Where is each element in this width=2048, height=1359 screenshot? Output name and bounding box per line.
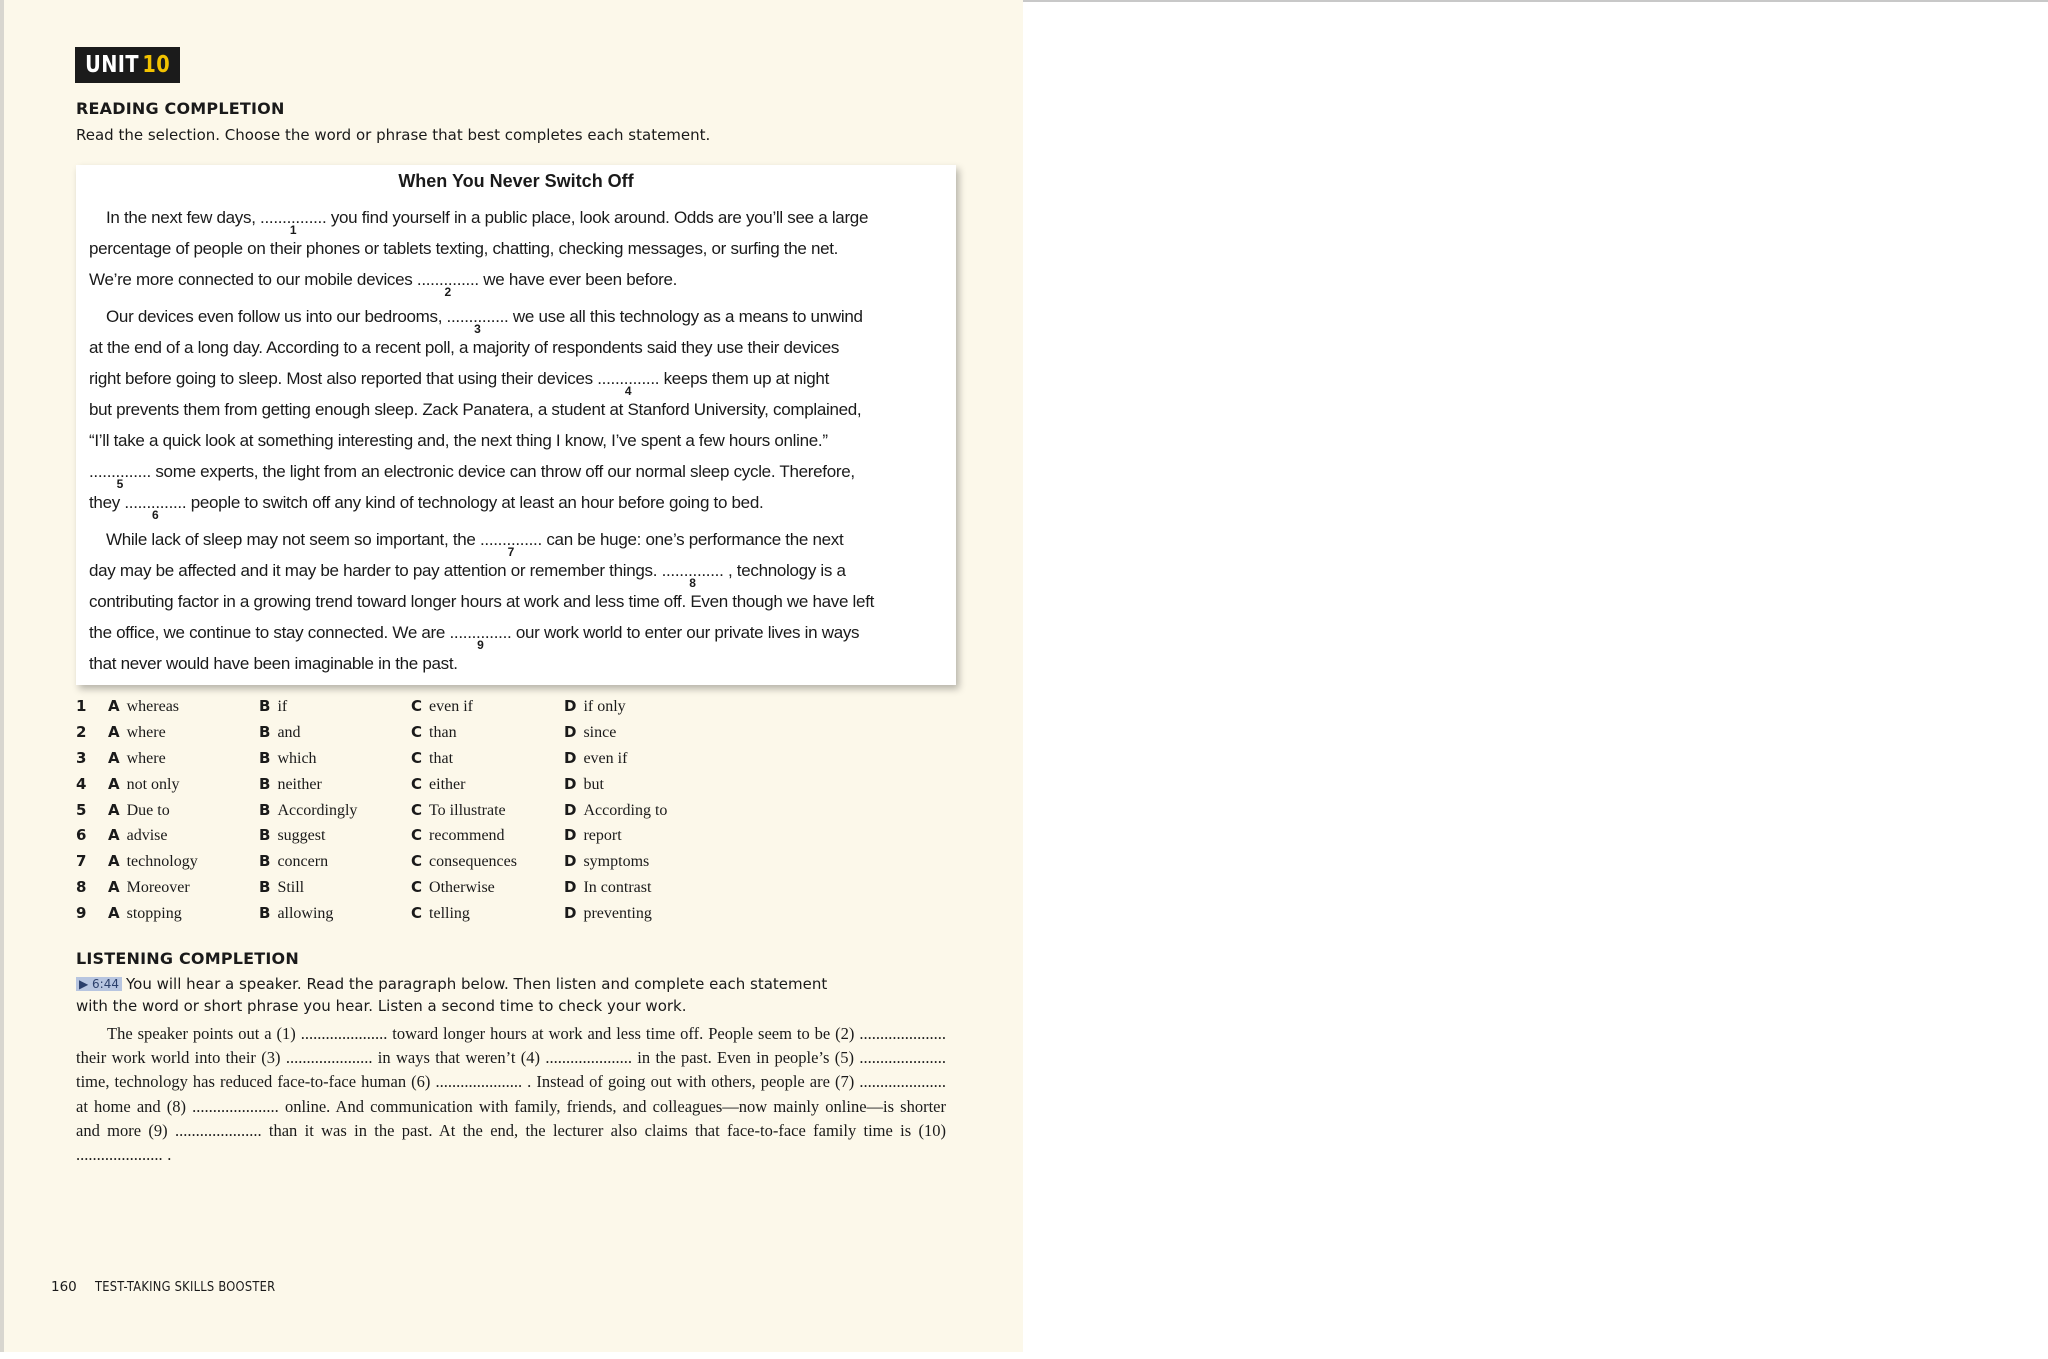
- passage-line: [89, 270, 678, 299]
- option-d[interactable]: [564, 904, 652, 923]
- audio-track-badge[interactable]: ▶ 6:44: [76, 977, 122, 991]
- option-c[interactable]: [411, 697, 473, 716]
- passage-text: In the next few days,: [106, 208, 261, 227]
- option-c[interactable]: [411, 878, 495, 897]
- answer-blank: .............. 2: [416, 270, 479, 299]
- question-number: 2: [76, 722, 87, 741]
- option-b[interactable]: [259, 775, 322, 794]
- option-b[interactable]: [259, 749, 317, 768]
- passage-line: [89, 654, 458, 674]
- listening-instruction-1: [76, 975, 827, 993]
- passage-text: people to switch off any kind of technology at least an hour before going to bed.: [186, 493, 764, 512]
- question-row: [76, 824, 716, 850]
- passage-text: keeps them up at night: [659, 369, 830, 388]
- passage-line: [89, 561, 846, 590]
- passage-line: [89, 431, 828, 451]
- option-text: Accordingly: [277, 801, 358, 819]
- option-letter: B: [259, 904, 271, 923]
- question-number: 1: [76, 697, 87, 715]
- option-letter: D: [564, 852, 577, 871]
- blank-number: 6: [151, 508, 159, 522]
- option-text: report: [583, 827, 622, 845]
- option-text: that: [429, 749, 454, 767]
- option-letter: B: [259, 826, 271, 845]
- book-title: TEST-TAKING SKILLS BOOSTER: [94, 1279, 276, 1295]
- question-number: 7: [76, 852, 87, 871]
- passage-text: they: [89, 493, 125, 512]
- passage-line: [89, 462, 855, 491]
- option-text: telling: [429, 905, 470, 923]
- option-a[interactable]: [108, 801, 170, 820]
- option-a[interactable]: [108, 775, 180, 794]
- passage-text: percentage of people on their phones or tablets texting, chatting, checking messages, or surfing the net.: [89, 239, 839, 258]
- option-letter: C: [411, 748, 423, 767]
- passage-line: [89, 338, 839, 358]
- option-text: consequences: [429, 853, 517, 871]
- option-text: Otherwise: [429, 879, 495, 897]
- passage-line: [89, 400, 861, 420]
- unit-label: UNIT: [85, 52, 139, 78]
- option-c[interactable]: [411, 749, 453, 768]
- passage-text: While lack of sleep may not seem so important, the: [106, 530, 480, 549]
- passage-line: [89, 369, 830, 398]
- passage-text: Our devices even follow us into our bedrooms,: [106, 307, 447, 326]
- option-d[interactable]: [564, 852, 649, 871]
- option-a[interactable]: [108, 749, 166, 768]
- passage-text: you find yourself in a public place, look around. Odds are you’ll see a large: [326, 208, 869, 227]
- option-letter: D: [564, 774, 577, 793]
- option-text: where: [126, 723, 166, 741]
- answer-blank: .............. 9: [449, 623, 512, 652]
- passage-line: [89, 623, 860, 652]
- option-text: since: [583, 723, 617, 741]
- option-letter: A: [108, 800, 120, 819]
- option-text: Moreover: [126, 879, 190, 897]
- unit-number: 10: [142, 52, 171, 78]
- option-a[interactable]: [108, 826, 167, 845]
- option-b[interactable]: [259, 697, 287, 716]
- passage-text: at the end of a long day. According to a recent poll, a majority of respondents said they use their devices: [89, 338, 840, 357]
- option-letter: C: [411, 697, 423, 715]
- option-d[interactable]: [564, 697, 626, 716]
- passage-text: day may be affected and it may be harder to pay attention or remember things.: [89, 561, 662, 580]
- option-b[interactable]: [259, 723, 301, 742]
- option-a[interactable]: [108, 904, 182, 923]
- question-row: [76, 876, 716, 902]
- passage-text: , technology is a: [723, 561, 846, 580]
- listening-paragraph: The speaker points out a (1) ..................... toward longer hours at work and less time off. People seem to be (2) ..................... their work world into their (3) ..................... in ways that weren’t (4) ..................... in the past. Even in people’s (5) ..................... time, technology has reduced face-to-face human (6) ..................... . Instead of going out with others, people are (7) ..................... at home and (8) ..................... online. And communication with family, friends, and colleagues—now mainly online—is shorter and more (9) ..................... than it was in the past. At the end, the lecturer also claims that face-to-face family time is (10) ..................... .: [76, 1024, 946, 1165]
- question-number: 8: [76, 878, 87, 897]
- passage-line: [89, 493, 764, 522]
- passage-text: can be huge: one’s performance the next: [541, 530, 844, 549]
- blank-number: 1: [289, 223, 297, 237]
- option-letter: D: [564, 878, 577, 897]
- option-text: recommend: [429, 827, 505, 845]
- answer-blank: .............. 5: [89, 462, 151, 491]
- question-row: [76, 747, 716, 773]
- blank-number: 4: [624, 384, 632, 398]
- answer-choices: [76, 695, 716, 928]
- answer-blank: ............... 1: [260, 208, 327, 237]
- option-d[interactable]: [564, 826, 622, 845]
- option-text: even if: [583, 749, 628, 767]
- option-c[interactable]: [411, 723, 457, 742]
- question-row: [76, 773, 716, 799]
- option-text: and: [277, 723, 301, 741]
- passage-text: we use all this technology as a means to unwind: [508, 307, 863, 326]
- option-letter: B: [259, 800, 271, 819]
- option-b[interactable]: [259, 852, 328, 871]
- option-text: technology: [126, 853, 198, 871]
- blank-number: 2: [444, 285, 452, 299]
- passage-text: but prevents them from getting enough sleep. Zack Panatera, a student at Stanford University, complained,: [89, 400, 862, 419]
- option-d[interactable]: [564, 878, 651, 897]
- question-number: 3: [76, 748, 87, 767]
- option-letter: A: [108, 826, 120, 845]
- option-letter: A: [108, 748, 120, 767]
- question-row: [76, 902, 716, 928]
- option-text: neither: [277, 775, 322, 793]
- option-letter: A: [108, 697, 120, 715]
- unit-badge: [75, 47, 180, 83]
- passage-text: We’re more connected to our mobile devices: [89, 270, 417, 289]
- option-text: either: [429, 775, 466, 793]
- option-letter: D: [564, 748, 577, 767]
- question-number: 9: [76, 904, 87, 923]
- reading-heading: READING COMPLETION: [76, 99, 285, 118]
- option-letter: D: [564, 800, 577, 819]
- page-divider: [1023, 0, 2048, 2]
- option-a[interactable]: [108, 697, 179, 716]
- option-letter: C: [411, 904, 423, 923]
- passage-text: the office, we continue to stay connected. We are: [89, 623, 450, 642]
- option-letter: C: [411, 826, 423, 845]
- option-letter: D: [564, 697, 577, 715]
- passage-line: [89, 239, 838, 259]
- option-b[interactable]: [259, 904, 333, 923]
- option-letter: C: [411, 722, 423, 741]
- option-letter: B: [259, 774, 271, 793]
- option-letter: D: [564, 904, 577, 923]
- option-d[interactable]: [564, 775, 604, 794]
- option-letter: B: [259, 722, 271, 741]
- option-c[interactable]: [411, 826, 505, 845]
- question-row: [76, 721, 716, 747]
- option-text: concern: [277, 853, 329, 871]
- option-text: symptoms: [583, 853, 650, 871]
- blank-number: 8: [689, 576, 696, 590]
- option-text: advise: [126, 827, 168, 845]
- option-a[interactable]: [108, 723, 166, 742]
- option-a[interactable]: [108, 878, 190, 897]
- page-number: 160: [51, 1279, 77, 1295]
- option-d[interactable]: [564, 723, 616, 742]
- option-text: not only: [126, 775, 180, 793]
- option-d[interactable]: [564, 801, 667, 820]
- option-b[interactable]: [259, 826, 325, 845]
- option-letter: A: [108, 904, 120, 923]
- question-number: 5: [76, 800, 87, 819]
- option-text: According to: [583, 801, 668, 819]
- option-letter: D: [564, 826, 577, 845]
- blank-number: 9: [477, 638, 484, 652]
- passage-line: [106, 208, 869, 237]
- option-letter: D: [564, 722, 577, 741]
- answer-blank: .............. 3: [446, 307, 509, 336]
- passage-text: right before going to sleep. Most also reported that using their devices: [89, 369, 598, 388]
- option-text: even if: [429, 698, 473, 715]
- page-footer: [51, 1279, 307, 1295]
- option-text: stopping: [126, 905, 182, 923]
- blank-number: 3: [474, 322, 481, 336]
- passage-line: [106, 530, 844, 559]
- question-number: 4: [76, 774, 87, 793]
- option-a[interactable]: [108, 852, 198, 871]
- option-letter: B: [259, 852, 271, 871]
- answer-blank: .............. 7: [479, 530, 542, 559]
- option-c[interactable]: [411, 904, 470, 923]
- question-number: 6: [76, 826, 87, 845]
- option-letter: B: [259, 748, 271, 767]
- option-text: preventing: [583, 905, 652, 923]
- option-text: Still: [277, 879, 305, 897]
- option-text: than: [429, 723, 457, 741]
- option-letter: B: [259, 697, 271, 715]
- option-b[interactable]: [259, 801, 357, 820]
- passage-text: some experts, the light from an electronic device can throw off our normal sleep cycle. Therefore,: [150, 462, 855, 481]
- option-letter: C: [411, 852, 423, 871]
- option-letter: C: [411, 800, 423, 819]
- option-text: allowing: [277, 905, 334, 923]
- option-letter: A: [108, 722, 120, 741]
- option-text: where: [126, 749, 166, 767]
- passage-text: “I’ll take a quick look at something interesting and, the next thing I know, I’ve spent a few hours online.”: [89, 431, 828, 450]
- listening-instruction-2: with the word or short phrase you hear. Listen a second time to check your work.: [76, 997, 687, 1015]
- option-text: whereas: [126, 698, 180, 715]
- option-text: To illustrate: [429, 801, 506, 819]
- option-text: In contrast: [583, 879, 652, 897]
- passage-line: [89, 592, 874, 612]
- listening-heading: LISTENING COMPLETION: [76, 949, 299, 968]
- reading-instruction: Read the selection. Choose the word or phrase that best completes each statement.: [76, 126, 711, 144]
- option-text: but: [583, 775, 604, 793]
- option-b[interactable]: [259, 878, 304, 897]
- reading-passage-box: [76, 165, 956, 685]
- blank-number: 5: [116, 477, 124, 491]
- page-edge: [0, 0, 4, 1352]
- option-c[interactable]: [411, 852, 517, 871]
- option-letter: A: [108, 878, 120, 897]
- question-row: [76, 695, 716, 721]
- passage-text: contributing factor in a growing trend toward longer hours at work and less time off. Even though we have left: [89, 592, 875, 611]
- option-text: which: [277, 749, 317, 767]
- listening-instruction-text-1: You will hear a speaker. Read the paragraph below. Then listen and complete each statement: [126, 975, 828, 993]
- answer-blank: .............. 6: [124, 493, 187, 522]
- option-letter: C: [411, 878, 423, 897]
- option-letter: A: [108, 774, 120, 793]
- passage-line: [106, 307, 863, 336]
- option-d[interactable]: [564, 749, 627, 768]
- question-row: [76, 850, 716, 876]
- option-text: suggest: [277, 827, 326, 845]
- textbook-page: [0, 0, 1023, 1352]
- option-text: if: [277, 698, 288, 715]
- option-letter: A: [108, 852, 120, 871]
- blank-number: 7: [507, 545, 515, 559]
- option-c[interactable]: [411, 775, 465, 794]
- option-letter: B: [259, 878, 271, 897]
- passage-title: When You Never Switch Off: [398, 171, 634, 191]
- option-text: if only: [583, 698, 626, 715]
- passage-text: that never would have been imaginable in the past.: [89, 654, 458, 673]
- passage-text: our work world to enter our private lives in ways: [511, 623, 860, 642]
- option-text: Due to: [126, 801, 170, 819]
- answer-blank: .............. 8: [661, 561, 724, 590]
- question-row: [76, 799, 716, 825]
- passage-text: we have ever been before.: [478, 270, 678, 289]
- answer-blank: .............. 4: [597, 369, 660, 398]
- option-c[interactable]: [411, 801, 506, 820]
- option-letter: C: [411, 774, 423, 793]
